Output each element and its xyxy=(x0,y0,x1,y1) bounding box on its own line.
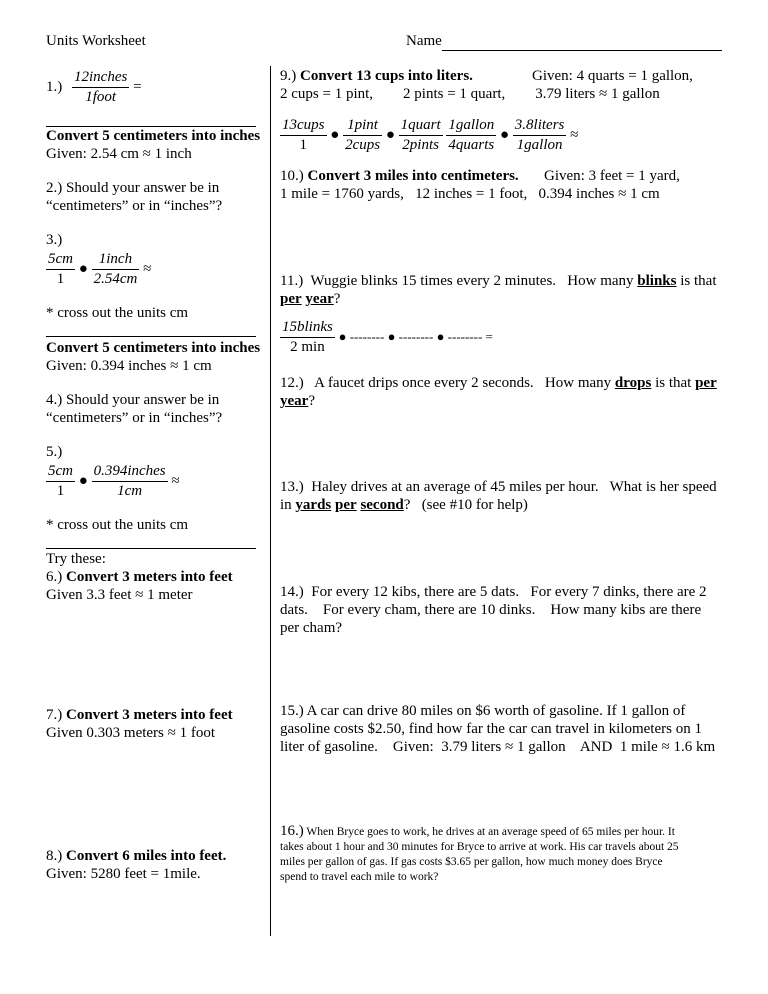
name-blank-line xyxy=(442,50,722,51)
question-8-given: Given: 5280 feet = 1mile. xyxy=(46,866,201,882)
conversion-chain-blanks: ● -------- ● -------- ● -------- = xyxy=(338,328,493,344)
question-16-line3: miles per gallon of gas. If gas costs $3.65 per gallon, how much money does Bryce xyxy=(280,856,663,868)
question-13-line1: 13.) Haley drives at an average of 45 miles per hour. What is her speed xyxy=(280,479,717,495)
question-7-heading: Convert 3 meters into feet xyxy=(66,707,233,723)
question-1 xyxy=(46,68,142,107)
question-16-line2: takes about 1 hour and 30 minutes for Bryce to arrive at work. His car travels about 25 xyxy=(280,841,679,853)
question-9-expression xyxy=(280,116,578,155)
fraction-2 xyxy=(92,250,140,289)
fraction-numerator: 1gallon xyxy=(446,116,496,136)
section-divider xyxy=(46,126,256,127)
fraction-numerator: 3.8liters xyxy=(513,116,567,136)
multiply-dot: ● xyxy=(78,472,88,489)
fraction-denominator: 2cups xyxy=(345,137,381,153)
question-12-text: is that xyxy=(651,375,696,391)
question-6-heading: Convert 3 meters into feet xyxy=(66,569,233,585)
fraction-denominator: 1foot xyxy=(85,89,117,105)
approx-sign: ≈ xyxy=(570,126,579,143)
worksheet-title: Units Worksheet xyxy=(46,33,146,49)
section-1-given: Given: 2.54 cm ≈ 1 inch xyxy=(46,146,192,162)
fraction-numerator: 5cm xyxy=(46,462,75,482)
question-mark: ? xyxy=(308,393,315,409)
fraction-cups xyxy=(280,116,327,155)
fraction-numerator: 15blinks xyxy=(280,318,335,338)
approx-sign: ≈ xyxy=(171,472,180,489)
fraction-numerator: 1pint xyxy=(343,116,382,136)
section-divider xyxy=(46,336,256,337)
question-11-expression xyxy=(280,318,493,357)
question-3-number: 3.) xyxy=(46,232,63,248)
question-12-text: 12.) A faucet drips once every 2 seconds. How many xyxy=(280,375,615,391)
question-5-number: 5.) xyxy=(46,444,63,460)
question-11-line1 xyxy=(280,273,716,290)
question-2-line2: “centimeters” or in “inches”? xyxy=(46,198,223,214)
question-3-expression xyxy=(46,250,151,289)
fraction-quart xyxy=(399,116,443,155)
question-11-line2 xyxy=(280,291,340,308)
keyword-year: year xyxy=(305,291,334,307)
section-2-title: Convert 5 centimeters into inches xyxy=(46,340,261,356)
keyword-per: per xyxy=(695,375,717,391)
fraction-1 xyxy=(46,250,75,289)
question-12-line2 xyxy=(280,393,315,410)
fraction-denominator: 1 xyxy=(299,137,307,153)
fraction-denominator: 1gallon xyxy=(516,137,563,153)
keyword-drops: drops xyxy=(614,375,652,391)
fraction-gallon xyxy=(446,116,496,155)
question-15-line3: liter of gasoline. Given: 3.79 liters ≈ 1 gallon AND 1 mile ≈ 1.6 km xyxy=(280,739,716,755)
keyword-per: per xyxy=(335,497,357,513)
question-9-number: 9.) xyxy=(280,68,297,84)
question-6-given: Given 3.3 feet ≈ 1 meter xyxy=(46,587,193,603)
question-16-number: 16.) xyxy=(280,823,304,839)
question-9-title xyxy=(280,68,473,85)
question-9-heading: Convert 13 cups into liters. xyxy=(300,68,473,84)
question-7-given: Given 0.303 meters ≈ 1 foot xyxy=(46,725,216,741)
question-11-text: is that xyxy=(676,273,717,289)
question-9-given-b: 2 cups = 1 pint, 2 pints = 1 quart, 3.79 liters ≈ 1 gallon xyxy=(280,86,660,102)
question-4-line1: 4.) Should your answer be in xyxy=(46,392,220,408)
question-7-title xyxy=(46,707,233,724)
fraction-2 xyxy=(92,462,168,501)
fraction-liters xyxy=(513,116,567,155)
question-5-expression xyxy=(46,462,180,501)
question-8-title xyxy=(46,848,226,865)
question-9-given-a: Given: 4 quarts = 1 gallon, xyxy=(532,68,693,84)
fraction-numerator: 13cups xyxy=(280,116,327,136)
question-8-heading: Convert 6 miles into feet. xyxy=(66,848,227,864)
try-these-label: Try these: xyxy=(46,551,106,567)
question-6-title xyxy=(46,569,233,586)
fraction-denominator: 1 xyxy=(56,483,65,499)
fraction-numerator: 5cm xyxy=(46,250,75,270)
question-7-number: 7.) xyxy=(46,707,63,723)
question-10-title xyxy=(280,168,519,185)
section-divider xyxy=(46,548,256,549)
multiply-dot: ● xyxy=(385,126,395,143)
keyword-per: per xyxy=(280,291,302,307)
question-15-line1: 15.) A car can drive 80 miles on $6 worth of gasoline. If 1 gallon of xyxy=(280,703,686,719)
question-13-text: ? (see #10 for help) xyxy=(403,497,528,513)
fraction-denominator: 1 xyxy=(56,271,65,287)
section-1-title: Convert 5 centimeters into inches xyxy=(46,128,261,144)
question-10-number: 10.) xyxy=(280,168,304,184)
multiply-dot: ● xyxy=(499,126,510,143)
fraction-numerator: 1inch xyxy=(92,250,140,270)
fraction-pint xyxy=(343,116,382,155)
column-divider xyxy=(270,66,271,936)
question-16-line1 xyxy=(280,824,720,840)
question-16-text: When Bryce goes to work, he drives at an average speed of 65 miles per hour. It xyxy=(306,826,675,838)
question-mark: ? xyxy=(333,291,341,307)
question-14-line1: 14.) For every 12 kibs, there are 5 dats. For every 7 dinks, there are 2 xyxy=(280,584,707,600)
question-2-line1: 2.) Should your answer be in xyxy=(46,180,220,196)
fraction-denominator: 2.54cm xyxy=(93,271,138,287)
keyword-year: year xyxy=(280,393,309,409)
fraction-denominator: 2pints xyxy=(402,137,439,153)
name-label: Name xyxy=(406,33,442,49)
question-13-line2 xyxy=(280,497,528,514)
keyword-blinks: blinks xyxy=(637,273,677,289)
question-13-text: in xyxy=(280,497,296,513)
question-6-number: 6.) xyxy=(46,569,63,585)
keyword-yards: yards xyxy=(295,497,332,513)
fraction-1 xyxy=(46,462,75,501)
question-12-line1 xyxy=(280,375,717,392)
keyword-second: second xyxy=(360,497,404,513)
question-4-line2: “centimeters” or in “inches”? xyxy=(46,410,223,426)
question-1-fraction xyxy=(72,68,129,107)
question-14-line2: dats. For every cham, there are 10 dinks. How many kibs are there xyxy=(280,602,702,618)
question-10-given-a: Given: 3 feet = 1 yard, xyxy=(544,168,680,184)
question-5-note: * cross out the units cm xyxy=(46,517,189,533)
question-11-text: 11.) Wuggie blinks 15 times every 2 minutes. How many xyxy=(280,273,638,289)
equals-sign: = xyxy=(133,78,142,95)
question-3-note: * cross out the units cm xyxy=(46,305,189,321)
question-14-line3: per cham? xyxy=(280,620,343,636)
question-10-heading: Convert 3 miles into centimeters. xyxy=(307,168,519,184)
fraction-denominator: 4quarts xyxy=(448,137,495,153)
question-10-given-b: 1 mile = 1760 yards, 12 inches = 1 foot, 0.394 inches ≈ 1 cm xyxy=(280,186,660,202)
multiply-dot: ● xyxy=(330,126,340,143)
fraction-numerator: 1quart xyxy=(399,116,443,136)
fraction-numerator: 12inches xyxy=(72,68,129,88)
multiply-dot: ● xyxy=(78,260,88,277)
question-16-line4: spend to travel each mile to work? xyxy=(280,871,439,883)
approx-sign: ≈ xyxy=(143,260,152,277)
section-2-given: Given: 0.394 inches ≈ 1 cm xyxy=(46,358,212,374)
fraction-denominator: 2 min xyxy=(290,339,325,355)
question-15-line2: gasoline costs $2.50, find how far the car can travel in kilometers on 1 xyxy=(280,721,702,737)
question-1-number: 1.) xyxy=(46,78,63,95)
fraction-blinks xyxy=(280,318,335,357)
question-8-number: 8.) xyxy=(46,848,63,864)
fraction-denominator: 1cm xyxy=(117,483,143,499)
fraction-numerator: 0.394inches xyxy=(92,462,168,482)
question-16 xyxy=(280,824,720,885)
